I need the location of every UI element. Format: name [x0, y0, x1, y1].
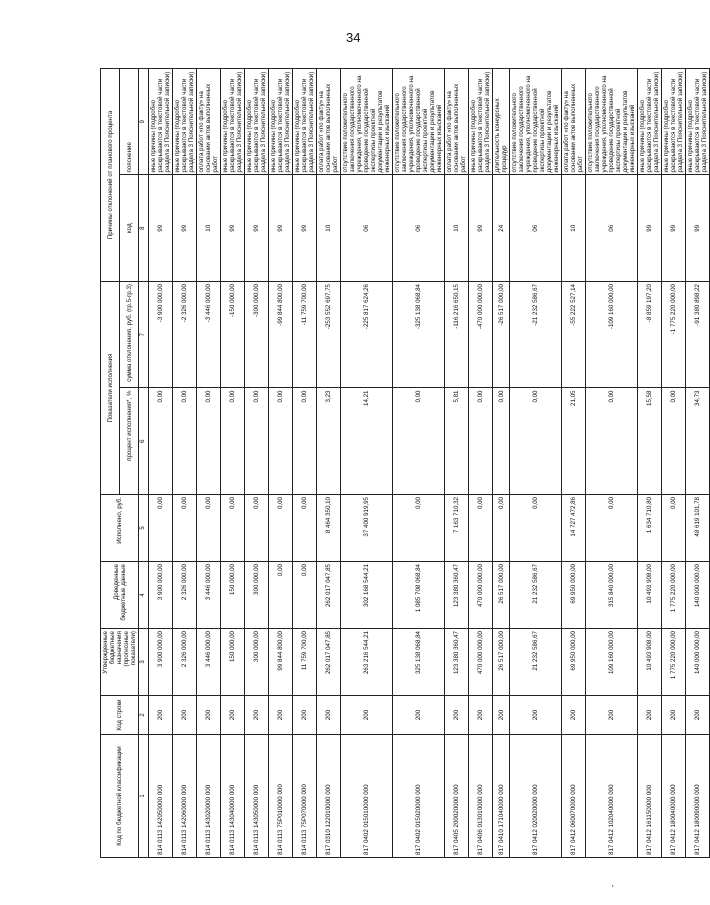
- cell-approved: 26 517 000,00: [493, 629, 510, 696]
- cell-percent: 0,00: [393, 388, 445, 495]
- cell-reason-code: 06: [393, 175, 445, 282]
- cell-percent: 0,00: [221, 388, 245, 495]
- table-row: [197, 69, 221, 858]
- cell-executed: 14 727 472,86: [562, 495, 586, 562]
- cell-reason-expl: иные причины (подробно раскрываются в текстовой части раздела 3 Пояснительной записки): [686, 69, 710, 176]
- table-row: [562, 69, 586, 858]
- cell-reason-code: 99: [638, 175, 662, 282]
- table-row: [445, 69, 469, 858]
- cell-code: 817 0405 200020000 000: [445, 735, 469, 858]
- cell-percent: 3,23: [317, 388, 341, 495]
- cell-limits: 10 493 908,00: [638, 562, 662, 629]
- cell-deviation: -1 775 220 000,00: [662, 282, 686, 389]
- cell-percent: 0,00: [245, 388, 269, 495]
- cell-percent: 34,73: [686, 388, 710, 495]
- cell-executed: 0,00: [221, 495, 245, 562]
- cell-percent: 5,81: [445, 388, 469, 495]
- cell-executed: 7 163 710,32: [445, 495, 469, 562]
- cell-row-code: 200: [638, 696, 662, 735]
- table-row: [173, 69, 197, 858]
- cell-approved: 300 000,00: [245, 629, 269, 696]
- cell-percent: 0,00: [269, 388, 293, 495]
- cell-percent: 21,05: [562, 388, 586, 495]
- cell-reason-code: 99: [293, 175, 317, 282]
- cell-code: 817 0406 013010000 000: [469, 735, 493, 858]
- table-row: [586, 69, 638, 858]
- cell-code: 817 0402 015020000 000: [393, 735, 445, 858]
- column-index: 3: [139, 629, 149, 696]
- cell-approved: 470 000 000,00: [469, 629, 493, 696]
- cell-executed: 0,00: [149, 495, 173, 562]
- table-row: [662, 69, 686, 858]
- cell-executed: 0,00: [510, 495, 562, 562]
- cell-limits: 69 950 000,00: [562, 562, 586, 629]
- cell-deviation: -99 844 800,00: [269, 282, 293, 389]
- cell-code: 814 0113 142060000 000: [173, 735, 197, 858]
- cell-reason-expl: отсутствие положительного заключения государственного учреждения, уполномоченного на проведение государственной экспертизы проектной документации и результатов инженерных изысканий: [586, 69, 638, 176]
- cell-executed: 0,00: [269, 495, 293, 562]
- cell-reason-code: 99: [469, 175, 493, 282]
- column-index: 1: [139, 735, 149, 858]
- header-executed: Исполнено, руб.: [101, 495, 139, 562]
- cell-approved: 2 326 000,00: [173, 629, 197, 696]
- cell-reason-expl: иные причины (подробно раскрываются в текстовой части раздела 3 Пояснительной записки): [245, 69, 269, 176]
- cell-reason-expl: иные причины (подробно раскрываются в текстовой части раздела 3 Пояснительной записки): [269, 69, 293, 176]
- cell-row-code: 200: [293, 696, 317, 735]
- cell-row-code: 200: [341, 696, 393, 735]
- cell-deviation: -3 446 000,00: [197, 282, 221, 389]
- cell-limits: 302 168 544,21: [341, 562, 393, 629]
- cell-limits: 3 446 000,00: [197, 562, 221, 629]
- cell-reason-code: 99: [149, 175, 173, 282]
- cell-percent: 0,00: [662, 388, 686, 495]
- cell-code: 814 0113 143040000 000: [221, 735, 245, 858]
- cell-row-code: 200: [445, 696, 469, 735]
- table-row: [149, 69, 173, 858]
- cell-percent: 0,00: [293, 388, 317, 495]
- header-limits: Доведенные бюджетные данные: [101, 562, 139, 629]
- cell-reason-code: 99: [173, 175, 197, 282]
- cell-deviation: -91 380 898,22: [686, 282, 710, 389]
- cell-deviation: -470 000 000,00: [469, 282, 493, 389]
- cell-executed: 37 400 919,95: [341, 495, 393, 562]
- cell-limits: 0,00: [269, 562, 293, 629]
- cell-executed: 0,00: [293, 495, 317, 562]
- cell-approved: 325 138 068,84: [393, 629, 445, 696]
- cell-reason-expl: иные причины (подробно раскрываются в текстовой части раздела 3 Пояснительной записки): [638, 69, 662, 176]
- table-row: [493, 69, 510, 858]
- header-reasons-group: Причины отклонений от планового процента: [101, 69, 120, 282]
- cell-percent: 0,00: [469, 388, 493, 495]
- cell-code: 817 0310 122010000 000: [317, 735, 341, 858]
- cell-reason-expl: оплата работ «по факту» на основании актов выполненных работ: [317, 69, 341, 176]
- cell-code: 817 0412 102040000 000: [586, 735, 638, 858]
- table-row: [269, 69, 293, 858]
- table-body: [149, 69, 710, 858]
- column-index: 8: [139, 175, 149, 282]
- cell-approved: 262 017 047,85: [317, 629, 341, 696]
- cell-reason-expl: иные причины (подробно раскрываются в текстовой части раздела 3 Пояснительной записки): [173, 69, 197, 176]
- cell-executed: 0,00: [469, 495, 493, 562]
- cell-limits: 123 380 360,47: [445, 562, 469, 629]
- cell-reason-expl: иные причины (подробно раскрываются в текстовой части раздела 3 Пояснительной записки): [469, 69, 493, 176]
- header-code: Код по бюджетной классификации: [101, 735, 139, 858]
- cell-row-code: 200: [469, 696, 493, 735]
- cell-code: 817 0412 180040000 000: [662, 735, 686, 858]
- column-index: 4: [139, 562, 149, 629]
- table-row: [221, 69, 245, 858]
- cell-executed: 0,00: [493, 495, 510, 562]
- cell-approved: 150 000,00: [221, 629, 245, 696]
- cell-approved: 1 775 220 000,00: [662, 629, 686, 696]
- header-exec-group: Показатели исполнения: [101, 282, 120, 495]
- cell-row-code: 200: [317, 696, 341, 735]
- cell-deviation: -300 000,00: [245, 282, 269, 389]
- cell-approved: 3 446 000,00: [197, 629, 221, 696]
- cell-row-code: 200: [173, 696, 197, 735]
- cell-deviation: -26 517 000,00: [493, 282, 510, 389]
- cell-code: 814 0113 143050000 000: [245, 735, 269, 858]
- cell-approved: 11 759 700,00: [293, 629, 317, 696]
- cell-code: 814 0113 143020000 000: [197, 735, 221, 858]
- cell-deviation: -150 000,00: [221, 282, 245, 389]
- cell-approved: 3 900 000,00: [149, 629, 173, 696]
- page-number: 34: [346, 30, 361, 45]
- cell-code: 817 0412 020020000 000: [510, 735, 562, 858]
- cell-approved: 69 950 000,00: [562, 629, 586, 696]
- cell-reason-code: 10: [562, 175, 586, 282]
- cell-limits: 315 840 000,00: [586, 562, 638, 629]
- cell-executed: 0,00: [662, 495, 686, 562]
- cell-executed: 0,00: [393, 495, 445, 562]
- cell-approved: 263 216 544,21: [341, 629, 393, 696]
- cell-row-code: 200: [149, 696, 173, 735]
- header-deviation: сумма отклонения, руб. (гр.5-гр.3): [120, 282, 139, 389]
- table-row: [638, 69, 662, 858]
- cell-limits: 150 000,00: [221, 562, 245, 629]
- cell-code: 817 0412 180090000 000: [686, 735, 710, 858]
- cell-row-code: 200: [245, 696, 269, 735]
- cell-executed: 0,00: [245, 495, 269, 562]
- cell-limits: 3 900 000,00: [149, 562, 173, 629]
- cell-percent: 0,00: [149, 388, 173, 495]
- cell-reason-code: 99: [245, 175, 269, 282]
- cell-deviation: -11 759 700,00: [293, 282, 317, 389]
- cell-approved: 109 160 000,00: [586, 629, 638, 696]
- cell-reason-expl: отсутствие положительного заключения государственного учреждения, уполномоченного на проведение государственной экспертизы проектной документации и результатов инженерных изысканий: [341, 69, 393, 176]
- cell-executed: 0,00: [173, 495, 197, 562]
- cell-reason-code: 99: [662, 175, 686, 282]
- table-row: [469, 69, 493, 858]
- cell-row-code: 200: [493, 696, 510, 735]
- cell-limits: 21 232 586,67: [510, 562, 562, 629]
- cell-percent: 15,58: [638, 388, 662, 495]
- cell-deviation: -116 216 650,15: [445, 282, 469, 389]
- cell-percent: 0,00: [493, 388, 510, 495]
- cell-percent: 14,21: [341, 388, 393, 495]
- cell-reason-code: 24: [493, 175, 510, 282]
- cell-row-code: 200: [510, 696, 562, 735]
- cell-reason-expl: отсутствие положительного заключения государственного учреждения, уполномоченного на проведение государственной экспертизы проектной документации и результатов инженерных изысканий: [393, 69, 445, 176]
- table-row: [245, 69, 269, 858]
- header-reason-code: код: [120, 175, 139, 282]
- cell-row-code: 200: [686, 696, 710, 735]
- cell-row-code: 200: [197, 696, 221, 735]
- table-row: [510, 69, 562, 858]
- cell-row-code: 200: [269, 696, 293, 735]
- cell-limits: 140 000 000,00: [686, 562, 710, 629]
- cell-code: 817 0410 171040000 000: [493, 735, 510, 858]
- cell-deviation: -225 817 624,26: [341, 282, 393, 389]
- cell-reason-expl: иные причины (подробно раскрываются в текстовой части раздела 3 Пояснительной записки): [221, 69, 245, 176]
- cell-reason-code: 10: [197, 175, 221, 282]
- cell-executed: 1 634 710,80: [638, 495, 662, 562]
- cell-row-code: 200: [586, 696, 638, 735]
- cell-reason-code: 10: [317, 175, 341, 282]
- cell-reason-expl: иные причины (подробно раскрываются в текстовой части раздела 3 Пояснительной записки): [149, 69, 173, 176]
- cell-limits: 26 517 000,00: [493, 562, 510, 629]
- cell-reason-expl: оплата работ «по факту» на основании актов выполненных работ: [197, 69, 221, 176]
- cell-reason-code: 99: [269, 175, 293, 282]
- cell-code: 814 0113 75Р010000 000: [269, 735, 293, 858]
- table-row: [393, 69, 445, 858]
- cell-percent: 0,00: [173, 388, 197, 495]
- cell-deviation: -3 900 000,00: [149, 282, 173, 389]
- cell-deviation: -8 859 197,20: [638, 282, 662, 389]
- column-index: 5: [139, 495, 149, 562]
- cell-code: 814 0113 142050000 000: [149, 735, 173, 858]
- table-row: [293, 69, 317, 858]
- cell-limits: 300 000,00: [245, 562, 269, 629]
- cell-limits: 1 085 708 068,84: [393, 562, 445, 629]
- cell-approved: 99 844 800,00: [269, 629, 293, 696]
- cell-row-code: 200: [662, 696, 686, 735]
- cell-deviation: -109 160 000,00: [586, 282, 638, 389]
- cell-percent: 0,00: [510, 388, 562, 495]
- column-index-row: [139, 69, 149, 858]
- cell-reason-expl: иные причины (подробно раскрываются в текстовой части раздела 3 Пояснительной записки): [662, 69, 686, 176]
- cell-deviation: -2 326 000,00: [173, 282, 197, 389]
- cell-reason-expl: оплата работ «по факту» на основании актов выполненных работ: [562, 69, 586, 176]
- cell-executed: 8 464 350,10: [317, 495, 341, 562]
- table-row: [686, 69, 710, 858]
- cell-reason-expl: иные причины (подробно раскрываются в текстовой части раздела 3 Пояснительной записки): [293, 69, 317, 176]
- cell-approved: 140 000 000,00: [686, 629, 710, 696]
- header-reason-expl: пояснение: [120, 69, 139, 176]
- cell-reason-code: 99: [221, 175, 245, 282]
- table-row: [317, 69, 341, 858]
- cell-limits: 470 000 000,00: [469, 562, 493, 629]
- cell-deviation: -253 552 697,75: [317, 282, 341, 389]
- bottom-mark: ': [612, 884, 614, 893]
- cell-reason-code: 06: [341, 175, 393, 282]
- column-index: 7: [139, 282, 149, 389]
- header-approved: Утвержденные бюджетные назначения (прогнозные показатели): [101, 629, 139, 696]
- column-index: 2: [139, 696, 149, 735]
- header-row-code: Код строки: [101, 696, 139, 735]
- cell-deviation: -55 222 527,14: [562, 282, 586, 389]
- deviation-report-table: [100, 68, 710, 858]
- cell-reason-expl: длительность конкурсных процедур: [493, 69, 510, 176]
- cell-limits: 0,00: [293, 562, 317, 629]
- header-percent: процент исполнения*, %: [120, 388, 139, 495]
- cell-reason-code: 06: [510, 175, 562, 282]
- cell-code: 817 0412 060070000 000: [562, 735, 586, 858]
- cell-code: 817 0402 015010000 000: [341, 735, 393, 858]
- report-table-container: [100, 68, 708, 858]
- column-index: 9: [139, 69, 149, 176]
- cell-percent: 0,00: [586, 388, 638, 495]
- cell-approved: 10 493 908,00: [638, 629, 662, 696]
- cell-approved: 21 232 586,67: [510, 629, 562, 696]
- cell-code: 814 0113 75Р070000 000: [293, 735, 317, 858]
- cell-row-code: 200: [393, 696, 445, 735]
- cell-executed: 0,00: [197, 495, 221, 562]
- cell-reason-code: 99: [686, 175, 710, 282]
- cell-reason-expl: отсутствие положительного заключения государственного учреждения, уполномоченного на проведение государственной экспертизы проектной документации и результатов инженерных изысканий: [510, 69, 562, 176]
- cell-row-code: 200: [562, 696, 586, 735]
- cell-reason-expl: оплата работ «по факту» на основании актов выполненных работ: [445, 69, 469, 176]
- cell-deviation: -325 138 068,84: [393, 282, 445, 389]
- cell-executed: 48 619 101,78: [686, 495, 710, 562]
- cell-approved: 123 380 360,47: [445, 629, 469, 696]
- cell-reason-code: 06: [586, 175, 638, 282]
- cell-limits: 1 775 220 000,00: [662, 562, 686, 629]
- table-row: [341, 69, 393, 858]
- cell-limits: 262 017 047,85: [317, 562, 341, 629]
- cell-reason-code: 10: [445, 175, 469, 282]
- column-index: 6: [139, 388, 149, 495]
- cell-percent: 0,00: [197, 388, 221, 495]
- cell-limits: 2 326 000,00: [173, 562, 197, 629]
- cell-row-code: 200: [221, 696, 245, 735]
- cell-executed: 0,00: [586, 495, 638, 562]
- cell-deviation: -21 232 586,67: [510, 282, 562, 389]
- cell-code: 817 0412 161150000 000: [638, 735, 662, 858]
